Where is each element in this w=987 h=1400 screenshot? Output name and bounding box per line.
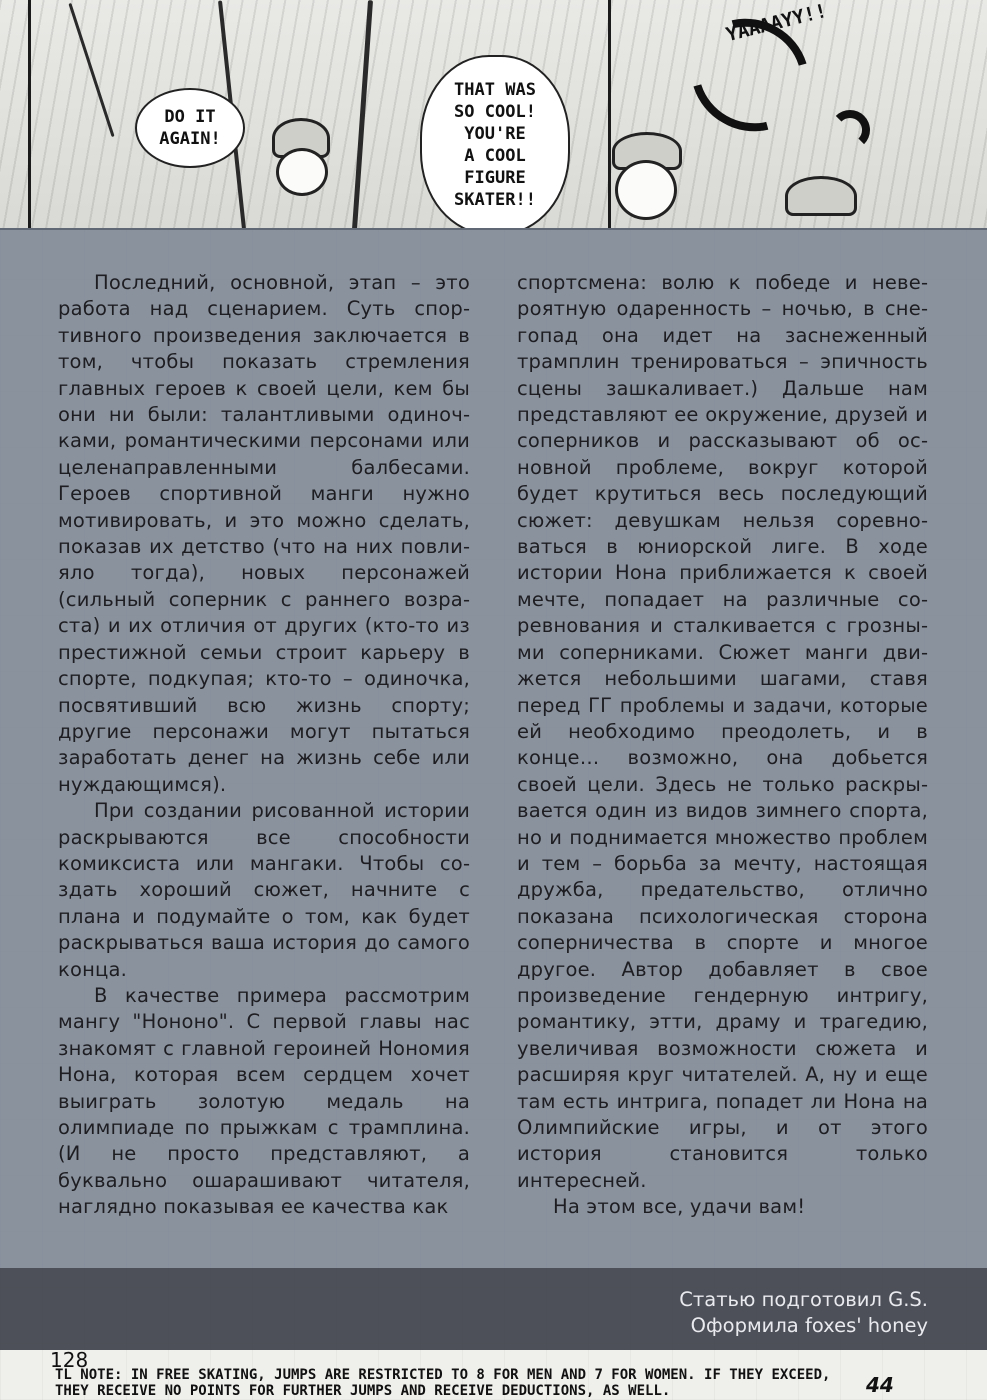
kid-face <box>615 160 677 220</box>
original-page-number: 44 <box>866 1373 894 1397</box>
panel-border-middle <box>608 0 611 228</box>
speech-bubble-cool-skater: THAT WAS SO COOL! YOU'RE A COOL FIGURE SKATER!! <box>420 55 570 230</box>
page-number: 128 <box>50 1348 89 1372</box>
kid-face <box>276 148 328 196</box>
kid-hat <box>785 176 857 216</box>
brush-stroke <box>830 110 870 150</box>
article-paragraph: При создании рисованной истории раскрываются все способности комиксиста или мангаки. Чтобы создать хороший сюжет, начните с плана и подумайте о том, как будет раскрываться ваша история до самого конца. <box>58 799 470 981</box>
tree-trunk <box>68 3 114 137</box>
article-column-left <box>58 270 470 1221</box>
shout-yay: YAAAAYY!! <box>723 0 830 47</box>
article-closing-line: На этом все, удачи вам! <box>553 1195 806 1219</box>
article-column-right <box>517 270 928 1221</box>
speech-bubble-do-it-again: DO IT AGAIN! <box>135 88 245 168</box>
credit-author: Статью подготовил G.S. <box>679 1288 928 1311</box>
manga-panel-illustration <box>0 0 987 230</box>
credit-designer: Оформила foxes' honey <box>690 1314 928 1337</box>
translation-note: TL NOTE: IN FREE SKATING, JUMPS ARE RESTRICTED TO 8 FOR MEN AND 7 FOR WOMEN. IF THEY EXCEED, THEY RECEIVE NO POINTS FOR FURTHER JUMPS AND RECEIVE DEDUCTIONS, AS WELL. <box>55 1367 831 1399</box>
article-paragraph: спортсмена: волю к победе и невероятную одаренность – ночью, в снегопад она идет на заснеженный трамплин тренироваться – эпичность сцены зашкаливает.) Дальше нам представляют ее окружение, друзей и соперников и рассказывают об основной проблеме, вокруг которой будет крутиться весь последующий сюжет: девушкам нельзя соревноваться в юниорской лиге. В ходе истории Нона приближается к своей мечте, попадает на различные соревнования и сталкивается с грозными соперниками. Сюжет манги движется небольшими шагами, ставя перед ГГ проблемы и задачи, которые ей необходимо преодолеть, и в конце… возможно, она добьется своей цели. Здесь не только раскрывается один из видов зимнего спорта, но и поднимается множество проблем и тем – борьба за мечту, настоящая дружба, предательство, отлично показана психологическая сторона соперничества в спорте и многое другое. Автор добавляет в свое произведение гендерную интригу, романтику, этти, драму и трагедию, увеличивая возможности сюжета и расширяя круг читателей. А, ну и еще там есть интрига, попадет ли Нона на Олимпийские игры, и от этого история становится только интересней. <box>517 271 928 1192</box>
article-paragraph: В качестве примера рассмотрим мангу "Нононо". С первой главы нас знакомят с главной героиней Нономия Нона, которая всем сердцем хочет выиграть золотую медаль на олимпиаде по прыжкам с трамплина. (И не просто представляют, а буквально ошарашивают читателя, наглядно показывая ее качества как <box>58 983 470 1219</box>
panel-border-left <box>28 0 31 228</box>
article-paragraph: Последний, основной, этап – это работа над сценарием. Суть спортивного произведения заключается в том, чтобы показать стремления главных героев к своей цели, кем бы они ни были: талантливыми одиночками, романтическими персонами или целенаправленными балбесами. Героев спортивной манги нужно мотивировать, и это можно сделать, показав их детство (что на них повлияло тогда), новых персонажей (сильный соперник с раннего возраста) и их отличия от других (кто-то из престижной семьи строит карьеру в спорте, подкупая; кто-то – одиночка, посвятивший всю жизнь спорту; другие персонажи могут пытаться заработать денег на жизнь себе или нуждающимся). <box>58 271 470 796</box>
tree-trunk <box>352 0 373 230</box>
